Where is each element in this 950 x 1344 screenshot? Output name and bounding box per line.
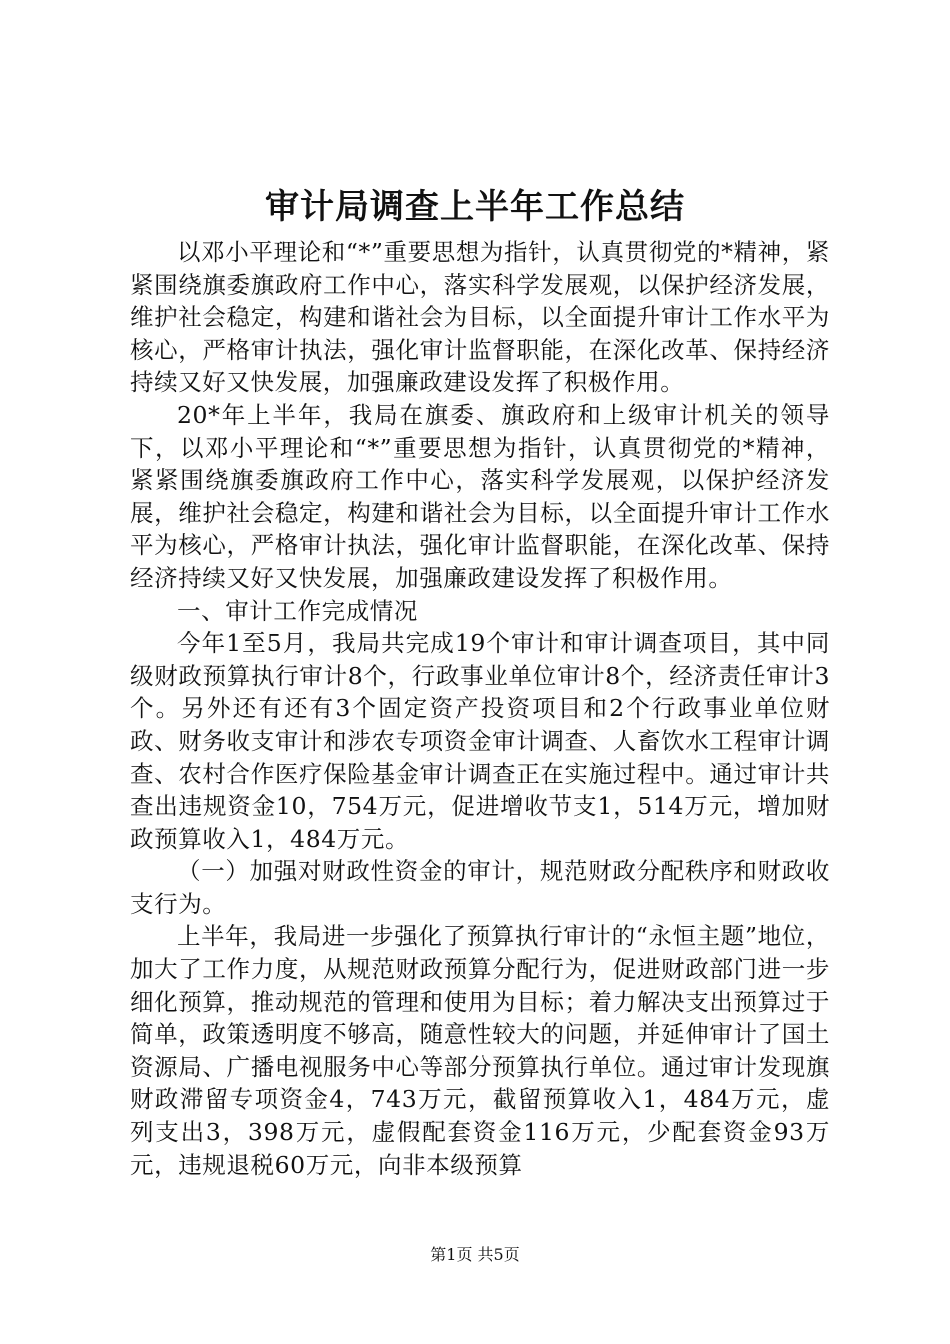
subsection-heading-fiscal-funds: （一）加强对财政性资金的审计，规范财政分配秩序和财政收支行为。 bbox=[130, 857, 830, 918]
paragraph-first-half-year: 20*年上半年，我局在旗委、旗政府和上级审计机关的领导下，以邓小平理论和“*”重要思想为指针，认真贯彻党的*精神，紧紧围绕旗委旗政府工作中心，落实科学发展观，以保护经济发展，维护社会稳定，构建和谐社会为目标，以全面提升审计工作水平为核心，严格审计执法，强化审计监督职能，在深化改革、保持经济持续又好又快发展，加强廉政建设发挥了积极作用。 bbox=[130, 400, 830, 592]
paragraph-budget-execution: 上半年，我局进一步强化了预算执行审计的“永恒主题”地位，加大了工作力度，从规范财政预算分配行为，促进财政部门进一步细化预算，推动规范的管理和使用为目标；着力解决支出预算过于简单，政策透明度不够高，随意性较大的问题，并延伸审计了国土资源局、广播电视服务中心等部分预算执行单位。通过审计发现旗财政滞留专项资金4，743万元，截留预算收入1，484万元，虚列支出3，398万元，虚假配套资金116万元，少配套资金93万元，违规退税60万元，向非本级预算 bbox=[130, 922, 830, 1179]
section-heading-audit-completion: 一、审计工作完成情况 bbox=[177, 596, 418, 625]
document-title: 审计局调查上半年工作总结 bbox=[265, 187, 685, 227]
document-body bbox=[130, 236, 830, 1181]
page-footer: 第1页 共5页 bbox=[430, 1245, 520, 1264]
paragraph-intro: 以邓小平理论和“*”重要思想为指针，认真贯彻党的*精神，紧紧围绕旗委旗政府工作中心，落实科学发展观，以保护经济发展，维护社会稳定，构建和谐社会为目标，以全面提升审计工作水平为核心，严格审计执法，强化审计监督职能，在深化改革、保持经济持续又好又快发展，加强廉政建设发挥了积极作用。 bbox=[130, 238, 830, 397]
paragraph-projects-completed: 今年1至5月，我局共完成19个审计和审计调查项目，其中同级财政预算执行审计8个，行政事业单位审计8个，经济责任审计3个。另外还有还有3个固定资产投资项目和2个行政事业单位财政、财务收支审计和涉农专项资金审计调查、人畜饮水工程审计调查、农村合作医疗保险基金审计调查正在实施过程中。通过审计共查出违规资金10，754万元，促进增收节支1，514万元，增加财政预算收入1，484万元。 bbox=[130, 629, 830, 853]
